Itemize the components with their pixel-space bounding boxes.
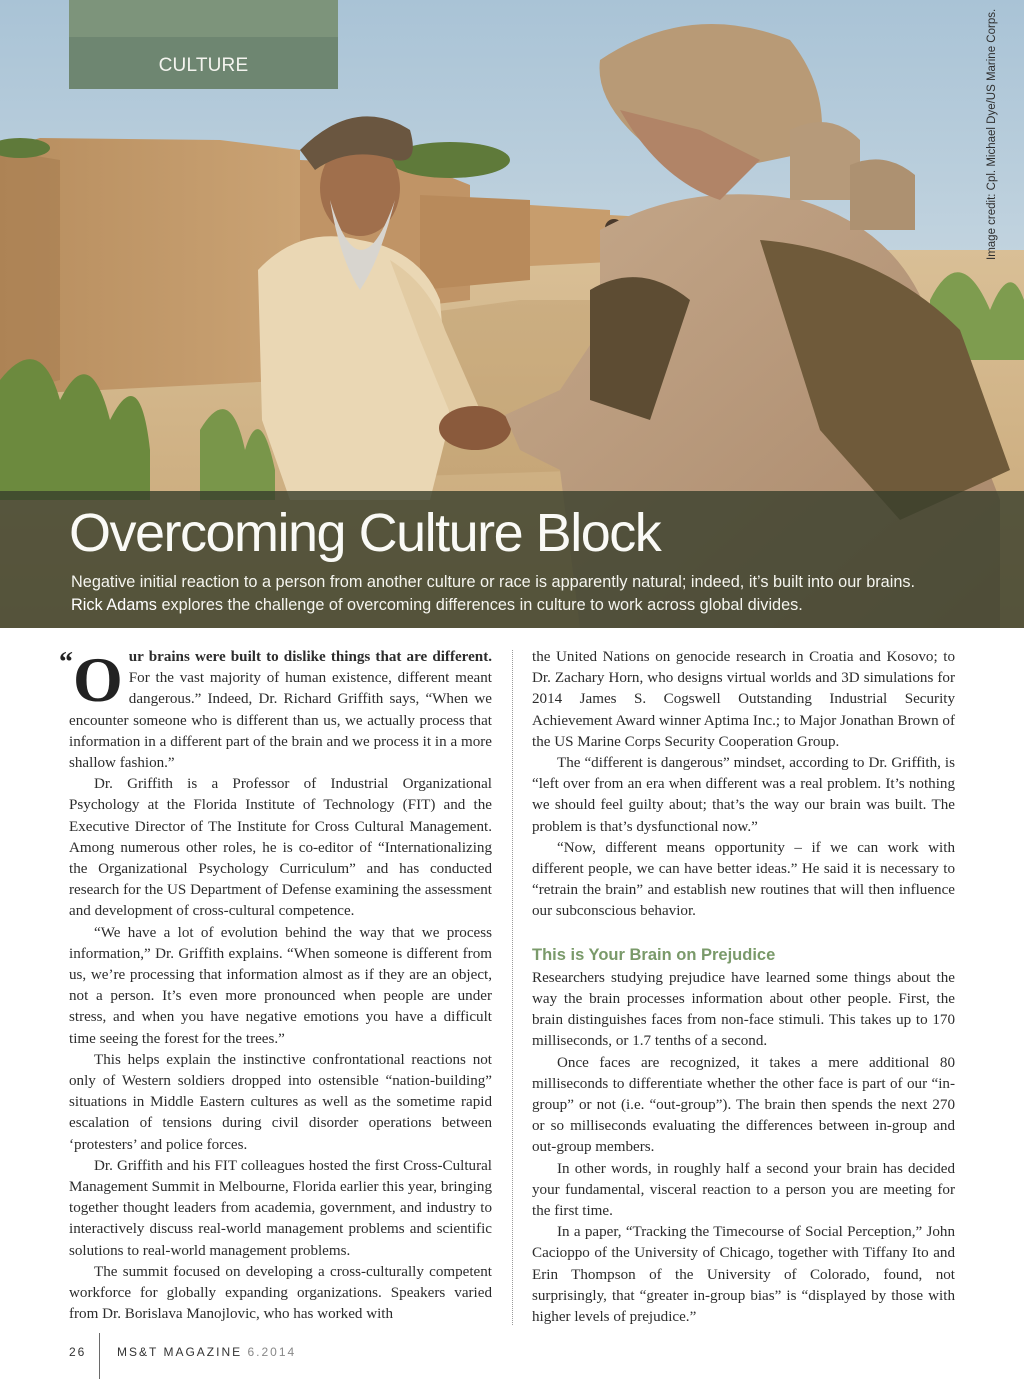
section-tab (69, 0, 338, 89)
lead-rest-text: For the vast majority of human existence, different meant dangerous.” Indeed, Dr. Richard Griffith says, “When we encounter someone who is different than us, we actually process that information in a different part of the brain and we process it in a more shallow fashion.” (69, 670, 492, 772)
magazine-footer (117, 1345, 296, 1359)
standfirst-tail: explores the challenge of overcoming differences in culture to work across global divides. (161, 596, 803, 614)
lead-bold-text: ur brains were built to dislike things that are different. (128, 649, 492, 665)
section-label: CULTURE (158, 55, 249, 76)
standfirst-text: Negative initial reaction to a person from another culture or race is apparently natural; indeed, it’s built into our brains. (71, 573, 916, 591)
author-name: Rick Adams (71, 596, 157, 614)
body-paragraph: In a paper, “Tracking the Timecourse of Social Perception,” John Cacioppo of the University of Chicago, together with Tiffany Ito and Erin Thompson of the University of Colorado, found, not surprisingly, that “greater in-group bias” is “displayed by those with higher levels of prejudice.” (532, 1224, 955, 1326)
page-number: 26 (69, 1345, 87, 1359)
article-column-left (59, 644, 492, 1326)
section-tab-strip (69, 0, 338, 37)
article-title: Overcoming Culture Block (69, 503, 661, 563)
dropcap (59, 644, 123, 715)
body-paragraph: Once faces are recognized, it takes a mere additional 80 milliseconds to differentiate whether the other face is part of our “in-group” or not (i.e. “out-group”). The brain then spends the next 270 or so milliseconds evaluating the differences between in-group and out-group members. (532, 1054, 955, 1156)
body-paragraph: The “different is dangerous” mindset, according to Dr. Griffith, is “left over from an era when different was a real problem. It’s nothing we should feel guilty about; that’s the way our brain was built. The problem is that’s dysfunctional now.” (532, 755, 955, 835)
footer-rule (99, 1333, 100, 1379)
body-paragraph: Researchers studying prejudice have learned some things about the way the brain processes information about other people. First, the brain distinguishes faces from non-face stimuli. This takes up to 170 milliseconds, or 1.7 tenths of a second. (532, 969, 955, 1050)
article-column-right (532, 647, 955, 1328)
body-paragraph: Dr. Griffith and his FIT colleagues hosted the first Cross-Cultural Management Summit in Melbourne, Florida earlier this year, bringing together thought leaders from academia, government, and industry to interactively discuss real-world management problems and scientific solutions to real-world management problems. (69, 1157, 492, 1259)
body-paragraph: In other words, in roughly half a second your brain has decided your fundamental, visceral reaction to a person you are meeting for the first time. (532, 1160, 955, 1220)
body-paragraph: The summit focused on developing a cross-culturally competent workforce for globally expanding organizations. Speakers varied from Dr. Borislava Manojlovic, who has worked with (69, 1263, 492, 1323)
body-paragraph: This helps explain the instinctive confrontational reactions not only of Western soldiers dropped into ostensible “nation-building” situations in Middle Eastern cultures as well as the sometime rapid escalation of tensions during civil disorder operations between ‘protesters’ and police forces. (69, 1051, 492, 1153)
body-paragraph: “We have a lot of evolution behind the way that we process information,” Dr. Griffith explains. “When someone is different from us, we’re processing that information almost as if they are an object, not a person. It’s even more pronounced when people are under stress, and when you have negative emotions you have a difficult time seeing the forest for the trees.” (69, 924, 492, 1047)
issue-date: 6.2014 (247, 1345, 297, 1359)
photo-credit (986, 8, 1020, 260)
standfirst (71, 571, 1001, 617)
body-paragraph: Dr. Griffith is a Professor of Industrial Organizational Psychology at the Florida Institute of Technology (FIT) and the Executive Director of The Institute for Cross Cultural Management. Among numerous other roles, he is co-editor of “Internationalizing the Organizational Psychology Curriculum” and has conducted research for the US Department of Defense examining the assessment and development of cross-cultural competence. (69, 776, 492, 920)
body-paragraph: “Now, different means opportunity – if we can work with different people, we can have better ideas.” He said it is necessary to “retrain the brain” and establish new routines that will then influence our subconscious behavior. (532, 839, 955, 920)
magazine-name: MS&T MAGAZINE (117, 1345, 243, 1359)
dropcap-quote: “ (59, 647, 73, 678)
photo-credit-text: Image credit: Cpl. Michael Dye/US Marine Corps. (986, 8, 998, 260)
subheading: This is Your Brain on Prejudice (532, 945, 776, 964)
lead-paragraph (59, 644, 492, 774)
column-divider (512, 650, 513, 1325)
hero-photo (0, 0, 1024, 628)
body-paragraph-continued: the United Nations on genocide research in Croatia and Kosovo; to Dr. Zachary Horn, who designs virtual worlds and 3D simulations for 2014 James S. Cogswell Outstanding Industrial Security Achievement Award winner Aptima Inc.; to Major Jonathan Brown of the US Marine Corps Security Cooperation Group. (532, 649, 955, 750)
dropcap-letter: O (73, 644, 123, 715)
